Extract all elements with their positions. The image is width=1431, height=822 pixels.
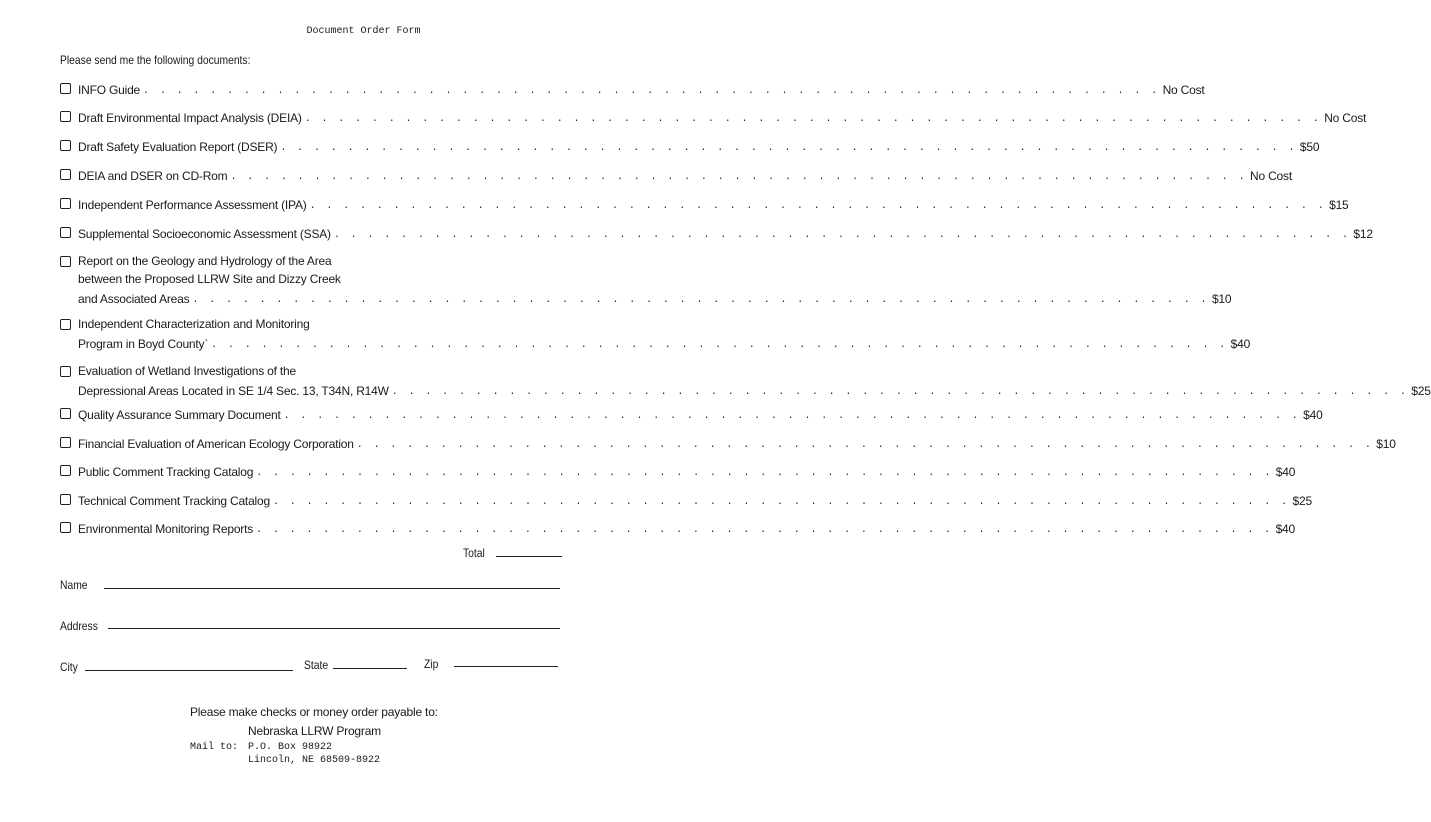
item-label: INFO Guide [78,83,141,97]
checkbox[interactable] [60,465,71,476]
item-label-line: between the Proposed LLRW Site and Dizzy Creek [78,272,341,286]
state-label: State [304,658,329,672]
leader-dots: . . . . . . . . . . . . . . . . . . . . . . . . . . . . . . . . . . . . . . . . . . . . . . . . . . . . . . . . . . . . . [391,387,1409,398]
name-field[interactable] [104,588,560,589]
checkbox[interactable] [60,319,71,330]
name-label: Name [60,578,88,592]
total-field[interactable] [496,556,562,557]
mail-address-line1: P.O. Box 98922 [248,742,333,753]
zip-field[interactable] [454,666,558,667]
item-label: Independent Performance Assessment (IPA) [78,198,307,212]
checkbox[interactable] [60,169,71,180]
leader-dots: . . . . . . . . . . . . . . . . . . . . . . . . . . . . . . . . . . . . . . . . . . . . . . . . . . . . . . . . . . . . . [256,468,1273,479]
checkbox[interactable] [60,408,71,419]
city-field[interactable] [85,670,293,671]
leader-dots: . . . . . . . . . . . . . . . . . . . . . . . . . . . . . . . . . . . . . . . . . . . . . . . . . . . . . . . . . . . . . [272,497,1290,508]
item-label-line: Report on the Geology and Hydrology of the Area [78,254,332,268]
item-price: No Cost [1162,83,1205,97]
checkbox[interactable] [60,111,71,122]
form-title: Document Order Form [306,26,421,37]
leader-dots: . . . . . . . . . . . . . . . . . . . . . . . . . . . . . . . . . . . . . . . . . . . . . . . . . . . . . . . . . . . . . [283,411,1301,422]
item-label: Supplemental Socioeconomic Assessment (SSA) [78,227,331,241]
item-label: Technical Comment Tracking Catalog [78,494,270,508]
checkbox[interactable] [60,256,71,267]
checkbox[interactable] [60,522,71,533]
item-label-line: Evaluation of Wetland Investigations of the [78,364,296,378]
item-label: Program in Boyd County` [78,337,209,351]
checkbox[interactable] [60,437,71,448]
checkbox[interactable] [60,83,71,94]
leader-dots: . . . . . . . . . . . . . . . . . . . . . . . . . . . . . . . . . . . . . . . . . . . . . . . . . . . . . . . . . . . . . [143,86,1160,97]
checkbox[interactable] [60,198,71,209]
item-price: No Cost [1250,169,1292,183]
item-label: DEIA and DSER on CD-Rom [78,169,228,183]
payee-name: Nebraska LLRW Program [248,724,381,738]
item-label: Financial Evaluation of American Ecology Corporation [78,437,354,451]
item-label: Quality Assurance Summary Document [78,408,281,422]
item-label-line: Independent Characterization and Monitoring [78,317,310,331]
checkbox[interactable] [60,227,71,238]
mail-address-line2: Lincoln, NE 68509-8922 [248,755,381,766]
leader-dots: . . . . . . . . . . . . . . . . . . . . . . . . . . . . . . . . . . . . . . . . . . . . . . . . . . . . . . . . . . . . . [356,440,1374,451]
total-label: Total [463,546,485,560]
leader-dots: . . . . . . . . . . . . . . . . . . . . . . . . . . . . . . . . . . . . . . . . . . . . . . . . . . . . . . . . . . . . . [304,114,1322,125]
address-label: Address [60,619,98,633]
leader-dots: . . . . . . . . . . . . . . . . . . . . . . . . . . . . . . . . . . . . . . . . . . . . . . . . . . . . . . . . . . . . . [333,230,1351,241]
item-label: Draft Safety Evaluation Report (DSER) [78,140,278,154]
leader-dots: . . . . . . . . . . . . . . . . . . . . . . . . . . . . . . . . . . . . . . . . . . . . . . . . . . . . . . . . . . . . . [280,143,1297,154]
leader-dots: . . . . . . . . . . . . . . . . . . . . . . . . . . . . . . . . . . . . . . . . . . . . . . . . . . . . . . . . . . . . . [230,172,1247,183]
payment-note: Please make checks or money order payable to: [190,705,438,719]
item-label: Draft Environmental Impact Analysis (DEIA) [78,111,302,125]
item-price: $10 [1211,292,1232,306]
item-price: $40 [1275,465,1296,479]
address-field[interactable] [108,628,560,629]
leader-dots: . . . . . . . . . . . . . . . . . . . . . . . . . . . . . . . . . . . . . . . . . . . . . . . . . . . . . . . . . . . . . [309,201,1327,212]
item-price: $40 [1275,522,1295,536]
item-price: $40 [1303,408,1323,422]
item-label: Environmental Monitoring Reports [78,522,254,536]
item-price: $25 [1411,384,1431,398]
checkbox[interactable] [60,494,71,505]
checkbox[interactable] [60,140,71,151]
item-label: and Associated Areas [78,292,190,306]
leader-dots: . . . . . . . . . . . . . . . . . . . . . . . . . . . . . . . . . . . . . . . . . . . . . . . . . . . . . . . . . . . . . [211,340,1228,351]
checkbox[interactable] [60,366,71,377]
leader-dots: . . . . . . . . . . . . . . . . . . . . . . . . . . . . . . . . . . . . . . . . . . . . . . . . . . . . . . . . . . . . . [256,525,1273,536]
state-field[interactable] [333,668,407,669]
item-label: Public Comment Tracking Catalog [78,465,254,479]
item-price: $12 [1353,227,1373,241]
item-price: $25 [1292,494,1312,508]
item-price: $50 [1299,140,1320,154]
item-price: No Cost [1324,111,1367,125]
zip-label: Zip [424,657,439,671]
item-price: $40 [1230,337,1251,351]
mail-to-label: Mail to: [190,742,239,753]
item-label: Depressional Areas Located in SE 1/4 Sec. 13, T34N, R14W [78,384,389,398]
intro-text: Please send me the following documents: [60,53,251,67]
leader-dots: . . . . . . . . . . . . . . . . . . . . . . . . . . . . . . . . . . . . . . . . . . . . . . . . . . . . . . . . . . . . . [192,295,1209,306]
city-label: City [60,660,78,674]
item-price: $15 [1329,198,1349,212]
item-price: $10 [1376,437,1396,451]
